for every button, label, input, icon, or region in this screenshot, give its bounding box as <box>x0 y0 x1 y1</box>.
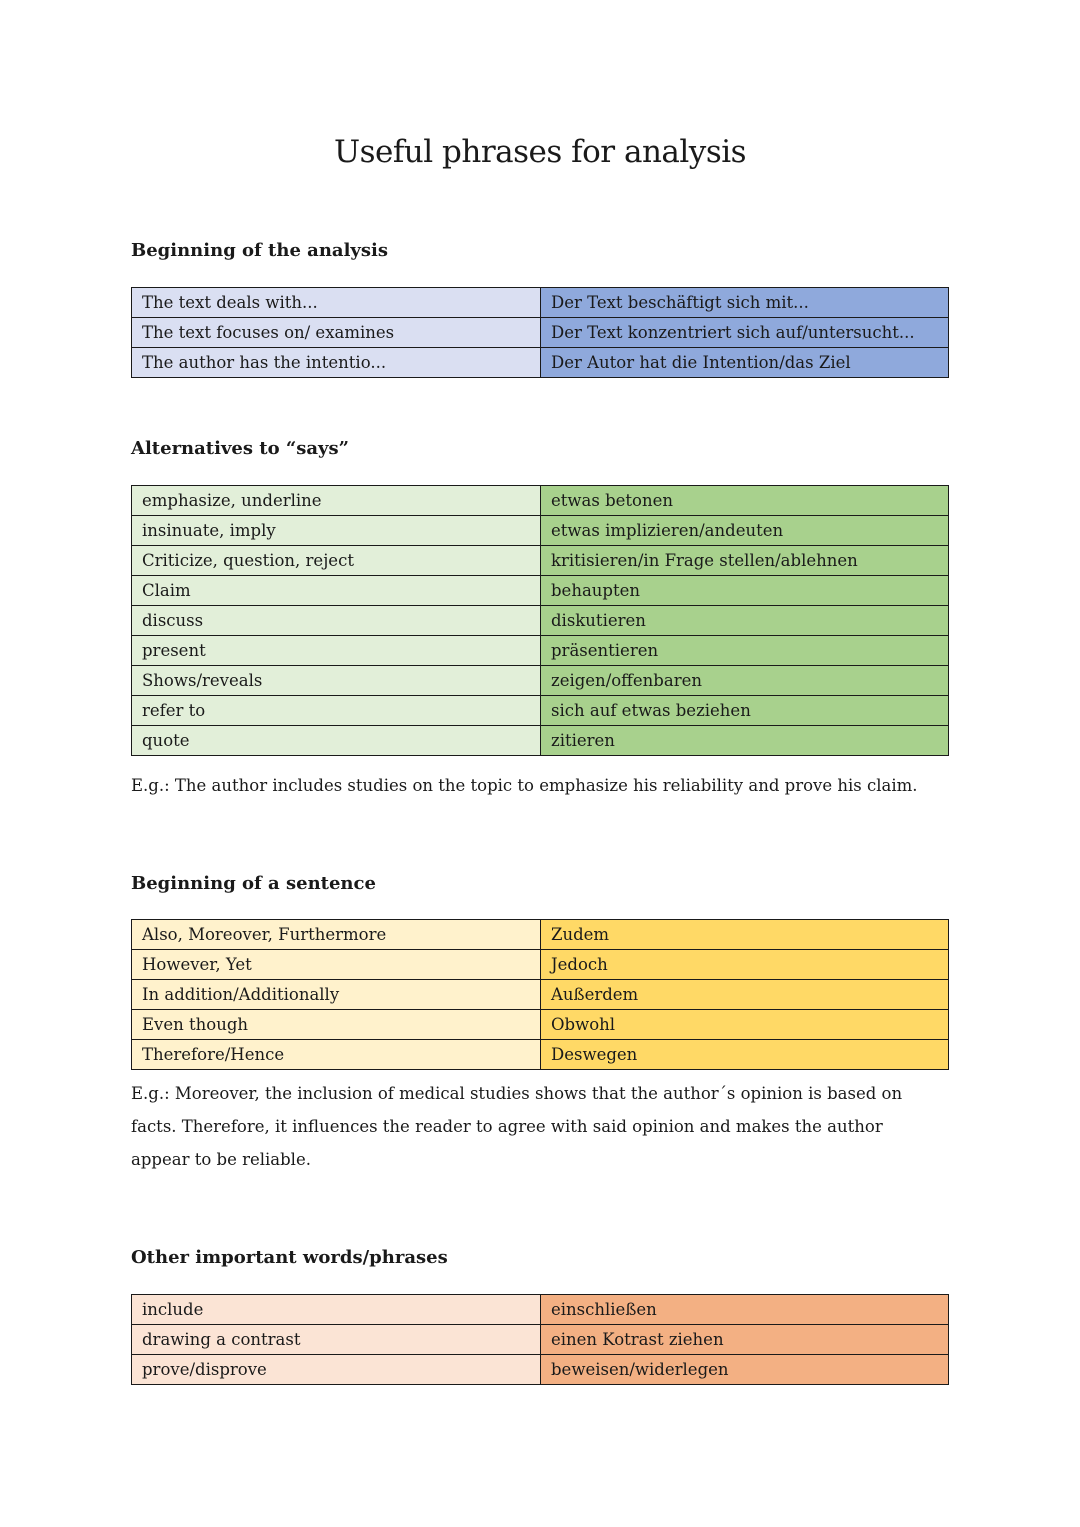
german-phrase: kritisieren/in Frage stellen/ablehnen <box>541 546 949 576</box>
table-row <box>132 1295 949 1325</box>
german-phrase: präsentieren <box>541 636 949 666</box>
german-phrase: Deswegen <box>541 1040 949 1070</box>
english-phrase: include <box>132 1295 541 1325</box>
table-row <box>132 696 949 726</box>
english-phrase: Also, Moreover, Furthermore <box>132 920 541 950</box>
german-phrase: Außerdem <box>541 980 949 1010</box>
example-sentence: E.g.: The author includes studies on the topic to emphasize his reliability and prove his claim. <box>131 776 918 795</box>
german-phrase: beweisen/widerlegen <box>541 1355 949 1385</box>
german-phrase: Jedoch <box>541 950 949 980</box>
english-phrase: The text focuses on/ examines <box>132 318 541 348</box>
table-row <box>132 486 949 516</box>
german-phrase: Obwohl <box>541 1010 949 1040</box>
table-row <box>132 920 949 950</box>
english-phrase: Criticize, question, reject <box>132 546 541 576</box>
german-phrase: sich auf etwas beziehen <box>541 696 949 726</box>
english-phrase: In addition/Additionally <box>132 980 541 1010</box>
table-row <box>132 980 949 1010</box>
phrase-table-beginning-analysis <box>131 287 949 378</box>
table-row <box>132 348 949 378</box>
table-row <box>132 318 949 348</box>
english-phrase: prove/disprove <box>132 1355 541 1385</box>
german-phrase: diskutieren <box>541 606 949 636</box>
german-phrase: zeigen/offenbaren <box>541 666 949 696</box>
table-row <box>132 1040 949 1070</box>
table-row <box>132 576 949 606</box>
section-heading-beginning-sentence: Beginning of a sentence <box>131 873 376 894</box>
table-row <box>132 950 949 980</box>
table-row <box>132 606 949 636</box>
german-phrase: Der Text konzentriert sich auf/untersucht... <box>541 318 949 348</box>
english-phrase: quote <box>132 726 541 756</box>
table-row <box>132 1325 949 1355</box>
german-phrase: einen Kotrast ziehen <box>541 1325 949 1355</box>
english-phrase: discuss <box>132 606 541 636</box>
german-phrase: Zudem <box>541 920 949 950</box>
table-row <box>132 726 949 756</box>
english-phrase: drawing a contrast <box>132 1325 541 1355</box>
example-paragraph: E.g.: Moreover, the inclusion of medical studies shows that the author´s opinion is based on facts. Therefore, it influences the reader to agree with said opinion and makes the author appear to be reliable. <box>131 1084 903 1169</box>
table-row <box>132 288 949 318</box>
german-phrase: zitieren <box>541 726 949 756</box>
german-phrase: etwas implizieren/andeuten <box>541 516 949 546</box>
phrase-table-beginning-sentence <box>131 919 949 1070</box>
table-row <box>132 1010 949 1040</box>
english-phrase: insinuate, imply <box>132 516 541 546</box>
english-phrase: The text deals with... <box>132 288 541 318</box>
english-phrase: The author has the intentio... <box>132 348 541 378</box>
german-phrase: behaupten <box>541 576 949 606</box>
table-row <box>132 1355 949 1385</box>
table-row <box>132 516 949 546</box>
english-phrase: Therefore/Hence <box>132 1040 541 1070</box>
phrase-table-other-words <box>131 1294 949 1385</box>
german-phrase: Der Text beschäftigt sich mit... <box>541 288 949 318</box>
phrase-table-alternatives-says <box>131 485 949 756</box>
english-phrase: emphasize, underline <box>132 486 541 516</box>
german-phrase: einschließen <box>541 1295 949 1325</box>
english-phrase: Claim <box>132 576 541 606</box>
section-heading-alternatives-says: Alternatives to “says” <box>131 438 349 459</box>
section-heading-other-words: Other important words/phrases <box>131 1247 448 1268</box>
table-row <box>132 636 949 666</box>
german-phrase: Der Autor hat die Intention/das Ziel <box>541 348 949 378</box>
page-title: Useful phrases for analysis <box>333 134 747 170</box>
english-phrase: However, Yet <box>132 950 541 980</box>
section-heading-beginning-analysis: Beginning of the analysis <box>131 240 388 261</box>
english-phrase: refer to <box>132 696 541 726</box>
english-phrase: present <box>132 636 541 666</box>
english-phrase: Even though <box>132 1010 541 1040</box>
table-row <box>132 546 949 576</box>
german-phrase: etwas betonen <box>541 486 949 516</box>
english-phrase: Shows/reveals <box>132 666 541 696</box>
table-row <box>132 666 949 696</box>
